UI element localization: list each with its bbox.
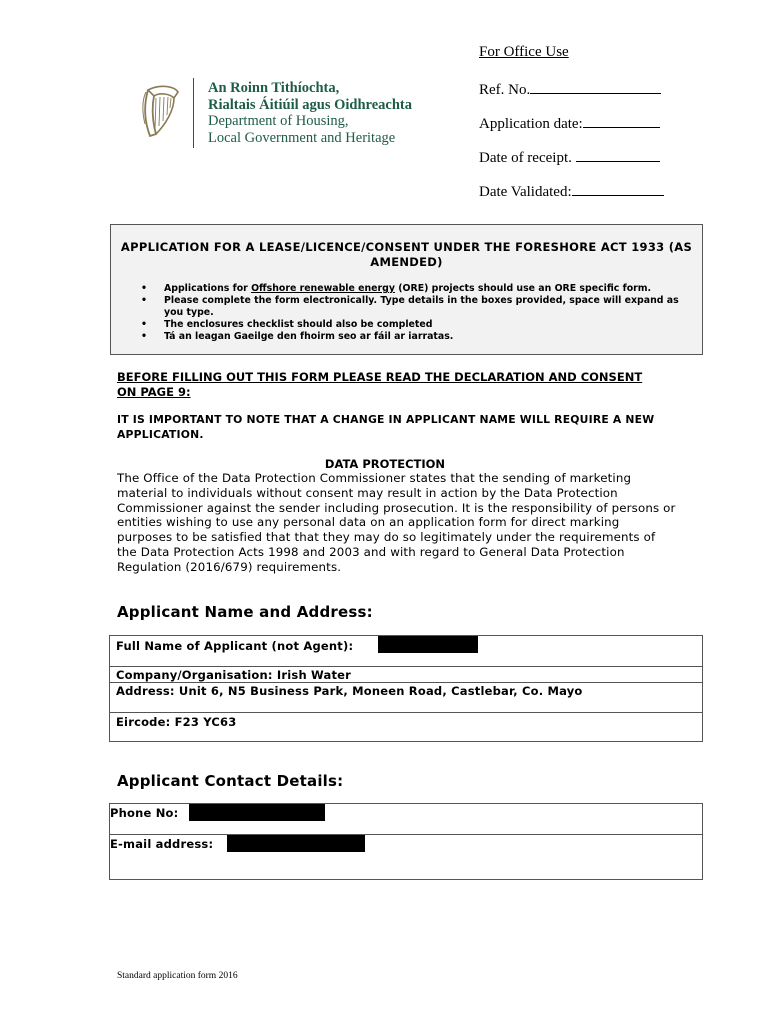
company-field[interactable]: Company/Organisation: Irish Water <box>116 668 352 682</box>
important-note: IT IS IMPORTANT TO NOTE THAT A CHANGE IN APPLICANT NAME WILL REQUIRE A NEW APPLICATION. <box>117 413 655 441</box>
list-item: • The enclosures checklist should also be completed <box>141 319 433 330</box>
address-field[interactable]: Address: Unit 6, N5 Business Park, Moneen Road, Castlebar, Co. Mayo <box>116 684 583 698</box>
department-name <box>208 80 412 146</box>
application-title: APPLICATION FOR A LEASE/LICENCE/CONSENT UNDER THE FORESHORE ACT 1933 (AS AMENDED) <box>120 240 693 269</box>
dept-line-1: An Roinn Tithíochta, <box>208 80 340 96</box>
eircode-field[interactable]: Eircode: F23 YC63 <box>116 715 237 729</box>
page-footer: Standard application form 2016 <box>117 971 238 981</box>
applicant-section-heading: Applicant Name and Address: <box>117 603 373 621</box>
date-validated-field[interactable] <box>572 181 664 196</box>
full-name-label: Full Name of Applicant (not Agent): <box>116 639 354 653</box>
redacted-email <box>227 835 365 852</box>
application-info-box <box>110 224 703 355</box>
applicant-table <box>109 635 703 742</box>
date-of-receipt-field[interactable] <box>576 147 660 162</box>
table-row <box>110 682 702 712</box>
date-validated-label: Date Validated: <box>479 184 572 200</box>
contact-section-heading: Applicant Contact Details: <box>117 772 344 790</box>
dept-line-4: Local Government and Heritage <box>208 129 396 146</box>
table-row <box>110 834 702 880</box>
application-date-field[interactable] <box>583 113 660 128</box>
logo-divider <box>193 78 194 148</box>
redacted-phone <box>189 804 325 821</box>
ref-no-field[interactable] <box>530 79 661 94</box>
ore-link[interactable]: Offshore renewable energy <box>251 283 395 294</box>
table-row <box>110 636 702 666</box>
application-date-label: Application date: <box>479 116 583 132</box>
ref-no-label: Ref. No. <box>479 82 531 98</box>
table-row <box>110 712 702 742</box>
date-of-receipt-label: Date of receipt. <box>479 150 572 166</box>
office-use-heading: For Office Use <box>479 44 569 60</box>
data-protection-text: The Office of the Data Protection Commissioner states that the sending of marketing material to individuals without consent may result in action by the Data Protection Commissioner against the sender including prosecution. It is the responsibility of persons or entities wishing to use any personal data on an application form for direct marking purposes to be satisfied that that they may do so legitimately under the requirements of the Data Protection Acts 1998 and 2003 and with regard to General Data Protection Regulation (2016/679) requirements. <box>117 471 676 574</box>
email-label: E-mail address: <box>110 837 214 851</box>
harp-emblem-icon <box>140 84 182 142</box>
instructions-list <box>139 283 679 343</box>
dept-line-2: Rialtais Áitiúil agus Oidhreachta <box>208 96 412 113</box>
list-item: • Tá an leagan Gaeilge den fhoirm seo ar fáil ar iarratas. <box>141 331 454 342</box>
before-filling-notice: BEFORE FILLING OUT THIS FORM PLEASE READ THE DECLARATION AND CONSENT ON PAGE 9: <box>117 370 643 399</box>
list-item: • Please complete the form electronically. Type details in the boxes provided, space will expand as you type. <box>141 295 679 318</box>
table-row <box>110 666 702 682</box>
data-protection-title: DATA PROTECTION <box>324 457 446 471</box>
table-row <box>110 804 702 834</box>
redacted-name <box>378 636 478 653</box>
office-use-block <box>479 44 664 215</box>
list-item: • Applications for Offshore renewable energy (ORE) projects should use an ORE specific form. <box>141 283 652 294</box>
phone-label: Phone No: <box>110 806 179 820</box>
contact-table <box>109 803 703 880</box>
dept-line-3: Department of Housing, <box>208 113 349 129</box>
